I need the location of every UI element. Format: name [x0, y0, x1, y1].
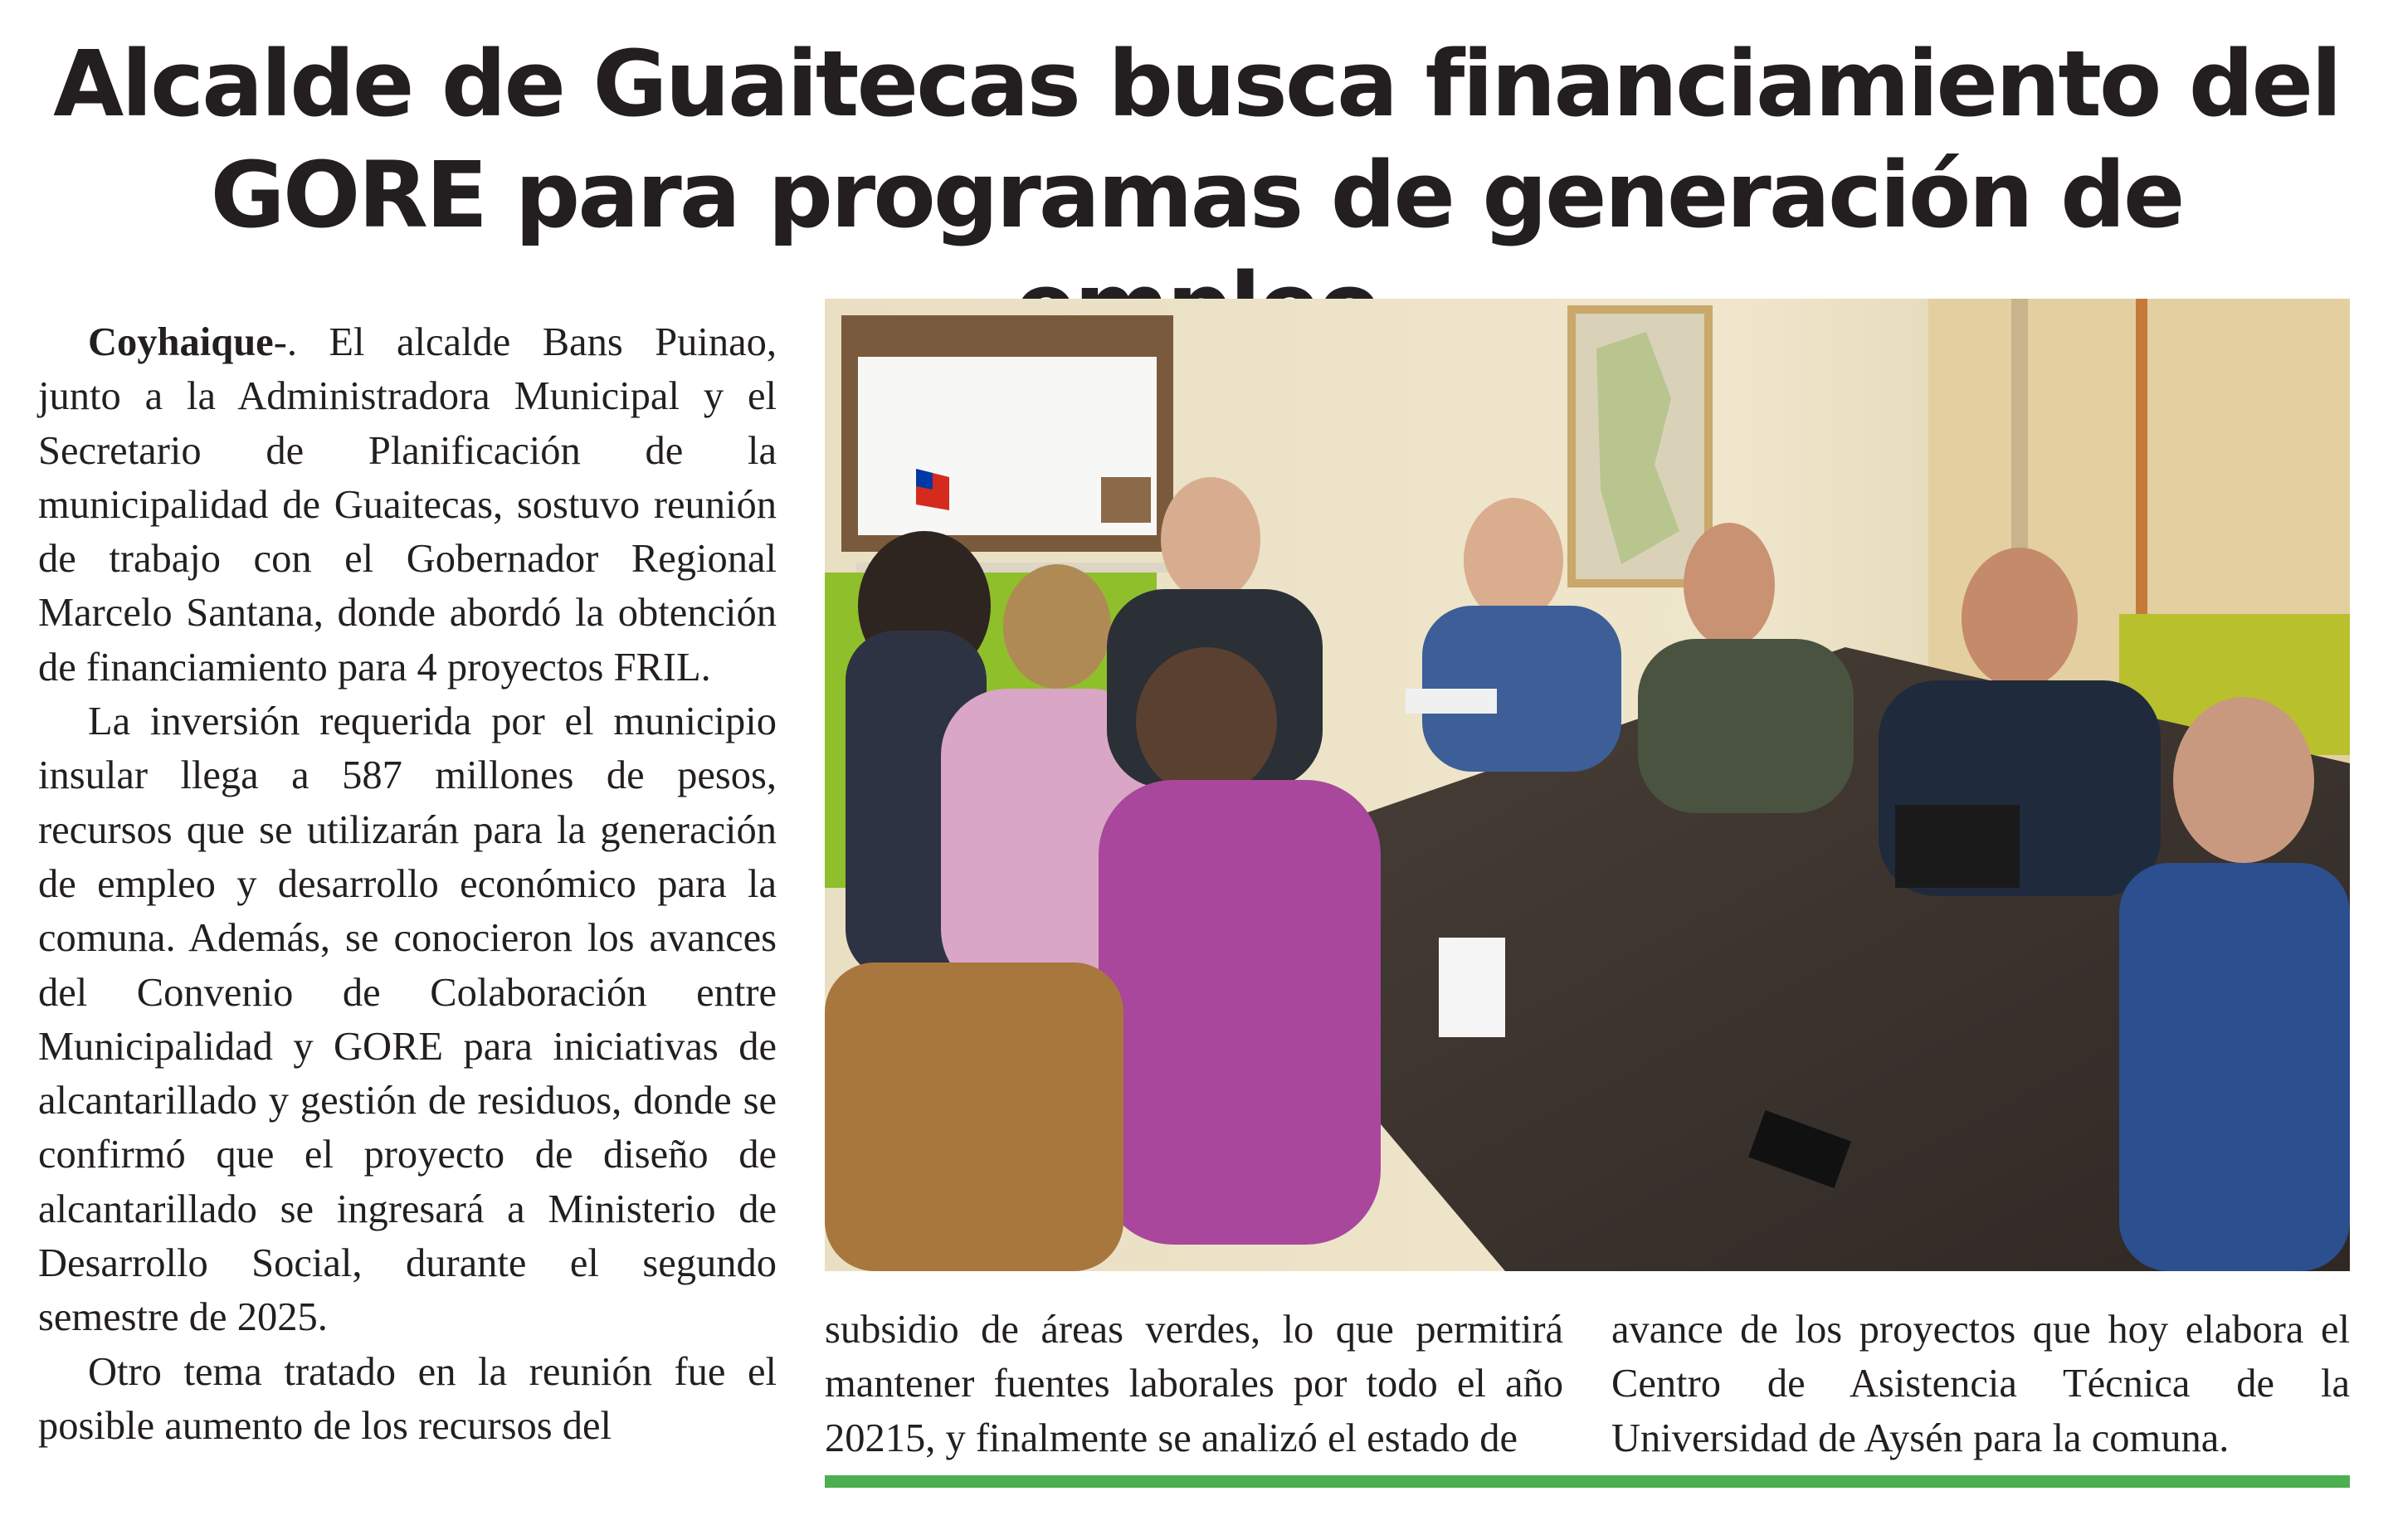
picture-frame [1101, 477, 1151, 523]
person-8 [2119, 863, 2350, 1271]
notebook [1439, 938, 1505, 1037]
article-column-1 [38, 315, 777, 1453]
person-4 [1099, 780, 1381, 1245]
meeting-photo [825, 299, 2350, 1271]
paragraph-2: La inversión requerida por el municipio insular llega a 587 millones de pesos, recursos que se utilizarán para la generación de empleo y desarrollo económico para la comuna. Además, se conocieron los avances del Convenio de Colaboración entre Municipalidad y GORE para iniciativas de alcantarillado y gestión de residuos, donde se confirmó que el proyecto de diseño de alcantarillado se ingresará a Ministerio de Desarrollo Social, durante el segundo semestre de 2025. [38, 699, 777, 1340]
paragraph-3-middle: subsidio de áreas verdes, lo que permitirá mantener fuentes laborales por todo el año 20215, y finalmente se analizó el estado de [825, 1308, 1563, 1460]
person-6 [1638, 639, 1854, 813]
paragraph-1-text: -. El alcalde Bans Puinao, junto a la Administradora Municipal y el Secretario de Planificación de la municipalidad de Guaitecas, sostuvo reunión de trabajo con el Gobernador Regional Marcelo Santana, donde abordó la obtención de financiamiento para 4 proyectos FRIL. [38, 320, 777, 690]
dateline: Coyhaique [88, 320, 274, 364]
paragraph-3-end: avance de los proyectos que hoy elabora el Centro de Asistencia Técnica de la Universidad de Aysén para la comuna. [1611, 1308, 2350, 1460]
brown-coat [825, 962, 1123, 1271]
article-column-2 [825, 1303, 1563, 1465]
article-column-3 [1611, 1303, 2350, 1465]
accent-rule [825, 1475, 2350, 1488]
headline-line-1: Alcalde de Guaitecas busca financiamiento del [53, 31, 2340, 137]
headline-line-2: GORE para programas de generación de [210, 142, 2183, 248]
paragraph-1 [38, 315, 777, 694]
laptop [1895, 805, 2020, 888]
paragraph-3-start: Otro tema tratado en la reunión fue el posible aumento de los recursos del [38, 1349, 777, 1448]
papers [1406, 689, 1497, 714]
